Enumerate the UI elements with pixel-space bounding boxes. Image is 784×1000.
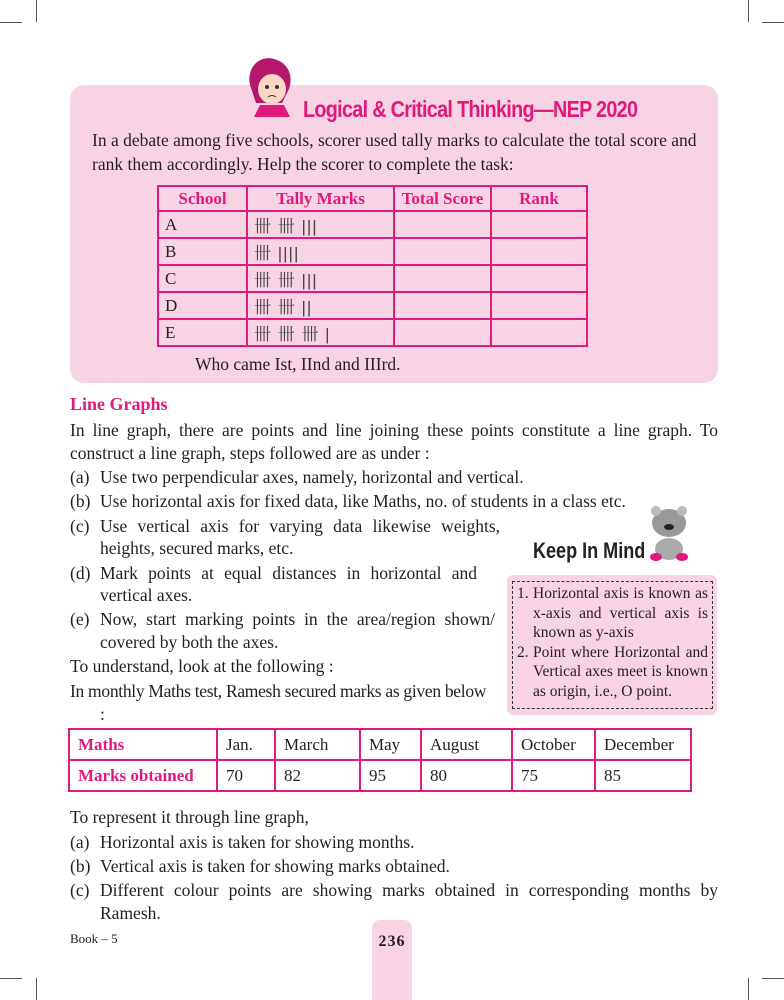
table-row — [69, 760, 691, 791]
step-text: Vertical axis is taken for showing marks obtained. — [100, 856, 450, 876]
step-label: (c) — [70, 880, 90, 900]
table-row — [158, 319, 587, 346]
marks-table — [68, 728, 692, 792]
step-label: (a) — [70, 832, 90, 852]
page-number-tab — [372, 920, 412, 1000]
month-cell: August — [421, 729, 512, 760]
total-cell[interactable] — [394, 265, 491, 292]
item-number: 1. — [517, 585, 529, 602]
body-text: To represent it through line graph, — [70, 807, 309, 827]
total-cell[interactable] — [394, 292, 491, 319]
table-row — [158, 211, 587, 238]
rank-cell[interactable] — [491, 265, 587, 292]
tally-table — [157, 185, 588, 347]
cat-illustration-icon — [645, 505, 697, 563]
marks-cell: 80 — [421, 760, 512, 791]
step-text: Use horizontal axis for fixed data, like Maths, no. of students in a class etc. — [100, 491, 626, 511]
step-text: covered by both the axes. — [100, 632, 279, 652]
school-cell: C — [158, 265, 247, 292]
activity-question: Who came Ist, IInd and IIIrd. — [195, 354, 401, 374]
rank-cell[interactable] — [491, 211, 587, 238]
step-text: Horizontal axis is taken for showing months. — [100, 832, 415, 852]
step-text: heights, secured marks, etc. — [100, 538, 294, 558]
girl-illustration-icon — [242, 55, 298, 117]
row-header: Maths — [69, 729, 217, 760]
row-header: Marks obtained — [69, 760, 217, 791]
tally-cell: 卌 卌 ||| — [247, 211, 394, 238]
step-label: (a) — [70, 467, 90, 487]
step-text: Different colour points are showing marks obtained in corresponding months by — [100, 880, 718, 900]
item-number: 2. — [517, 643, 529, 661]
rank-cell[interactable] — [491, 319, 587, 346]
step-text: vertical axes. — [100, 585, 193, 605]
page-number: 236 — [378, 933, 406, 950]
marks-cell: 85 — [595, 760, 691, 791]
step-text: Ramesh. — [100, 903, 161, 923]
rank-cell[interactable] — [491, 238, 587, 265]
month-cell: December — [595, 729, 691, 760]
header-tally: Tally Marks — [247, 186, 394, 211]
header-total: Total Score — [394, 186, 491, 211]
body-text: : — [100, 704, 105, 724]
table-row — [69, 729, 691, 760]
school-cell: A — [158, 211, 247, 238]
header-rank: Rank — [491, 186, 587, 211]
total-cell[interactable] — [394, 211, 491, 238]
step-text: Use vertical axis for varying data likewise weights, — [100, 516, 500, 536]
keep-in-mind-item — [517, 584, 708, 643]
total-cell[interactable] — [394, 238, 491, 265]
step-label: (c) — [70, 516, 90, 536]
marks-cell: 82 — [275, 760, 360, 791]
keep-in-mind-box — [507, 575, 717, 715]
table-row — [158, 265, 587, 292]
tally-cell: 卌 卌 卌 | — [247, 319, 394, 346]
month-cell: May — [360, 729, 421, 760]
keep-in-mind-item — [517, 643, 708, 702]
school-cell: E — [158, 319, 247, 346]
school-cell: D — [158, 292, 247, 319]
section-heading: Line Graphs — [70, 394, 168, 414]
body-text: construct a line graph, steps followed are as under : — [70, 443, 430, 463]
body-text: In line graph, there are points and line joining these points constitute a line graph. To — [70, 420, 718, 440]
rank-cell[interactable] — [491, 292, 587, 319]
step-label: (b) — [70, 491, 91, 511]
step-text: Mark points at equal distances in horizontal and — [100, 563, 477, 583]
header-school: School — [158, 186, 247, 211]
marks-cell: 70 — [217, 760, 275, 791]
school-cell: B — [158, 238, 247, 265]
step-label: (e) — [70, 609, 90, 629]
marks-cell: 75 — [512, 760, 595, 791]
activity-title: Logical & Critical Thinking—NEP 2020 — [303, 96, 638, 122]
table-row — [158, 238, 587, 265]
tally-cell: 卌 |||| — [247, 238, 394, 265]
tally-cell: 卌 卌 || — [247, 292, 394, 319]
table-row — [158, 292, 587, 319]
step-label: (b) — [70, 856, 91, 876]
body-text: In monthly Maths test, Ramesh secured marks as given below — [70, 681, 487, 701]
item-text: Horizontal axis is known as x-axis and vertical axis is known as y-axis — [533, 585, 708, 641]
tally-cell: 卌 卌 ||| — [247, 265, 394, 292]
step-label: (d) — [70, 563, 91, 583]
total-cell[interactable] — [394, 319, 491, 346]
body-text: To understand, look at the following : — [70, 656, 334, 676]
step-text: Now, start marking points in the area/region shown/ — [100, 609, 495, 629]
month-cell: March — [275, 729, 360, 760]
marks-cell: 95 — [360, 760, 421, 791]
book-label: Book – 5 — [70, 931, 118, 946]
step-text: Use two perpendicular axes, namely, horizontal and vertical. — [100, 467, 524, 487]
item-text: Point where Horizontal and Vertical axes meet is known as origin, i.e., O point. — [533, 643, 708, 700]
keep-in-mind-title: Keep In Mind — [533, 538, 646, 563]
month-cell: October — [512, 729, 595, 760]
month-cell: Jan. — [217, 729, 275, 760]
activity-intro: In a debate among five schools, scorer used tally marks to calculate the total score and rank them accordingly. Help the scorer to complete the task: — [92, 130, 697, 174]
